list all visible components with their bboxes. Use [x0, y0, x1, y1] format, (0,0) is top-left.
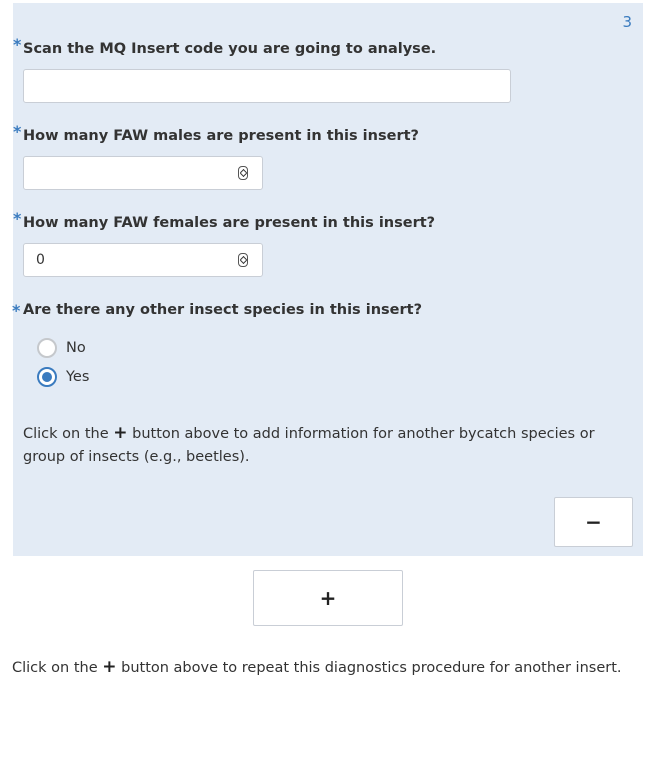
- faw-females-value: 0: [36, 252, 45, 268]
- faw-females-label: How many FAW females are present in this insert?: [23, 215, 436, 231]
- radio-no-label[interactable]: No: [66, 340, 86, 356]
- minus-icon: −: [585, 510, 602, 534]
- faw-males-label: How many FAW males are present in this insert?: [23, 128, 419, 144]
- bycatch-instructions: [23, 422, 639, 469]
- scan-code-input[interactable]: [23, 69, 511, 103]
- scan-code-label: Scan the MQ Insert code you are going to analyse.: [23, 41, 437, 57]
- repeat-text-before: Click on the: [12, 660, 98, 676]
- required-asterisk: *: [13, 209, 22, 228]
- faw-males-input[interactable]: [23, 156, 263, 190]
- spinner-icon[interactable]: [238, 253, 248, 267]
- repeat-group: [13, 3, 643, 556]
- required-asterisk: *: [13, 35, 22, 54]
- other-species-label: Are there any other insect species in this insert?: [23, 302, 422, 318]
- remove-group-button[interactable]: [554, 497, 633, 547]
- plus-icon: +: [113, 423, 128, 443]
- faw-females-input[interactable]: [23, 243, 263, 277]
- plus-icon: +: [319, 586, 337, 610]
- bycatch-text-before: Click on the: [23, 426, 109, 442]
- radio-dot: [42, 372, 52, 382]
- plus-icon: +: [102, 657, 117, 677]
- required-asterisk: *: [12, 301, 21, 320]
- group-number: 3: [622, 13, 632, 31]
- add-group-button[interactable]: [253, 570, 403, 626]
- bycatch-text-after: button above to add information for another bycatch species or group of insects (e.g., beetles).: [23, 426, 595, 465]
- radio-yes[interactable]: [37, 367, 57, 387]
- radio-no[interactable]: [37, 338, 57, 358]
- spinner-icon[interactable]: [238, 166, 248, 180]
- repeat-text-after: button above to repeat this diagnostics procedure for another insert.: [121, 660, 622, 676]
- radio-yes-label[interactable]: Yes: [66, 369, 90, 385]
- repeat-instructions: [12, 656, 652, 680]
- required-asterisk: *: [13, 122, 22, 141]
